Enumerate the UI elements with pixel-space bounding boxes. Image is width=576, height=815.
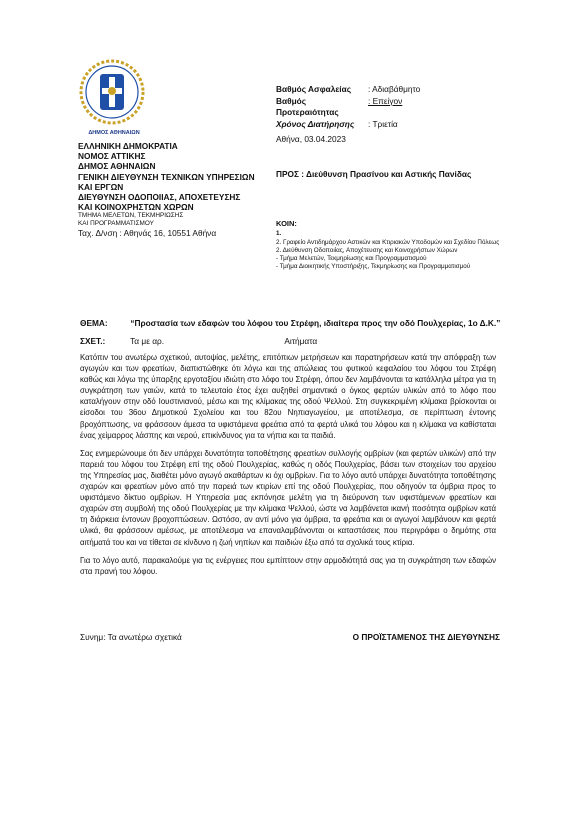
sender-block: [78, 141, 278, 239]
retention-label: Χρόνος Διατήρησης: [276, 118, 355, 129]
subject-label: ΘΕΜΑ:: [80, 318, 108, 328]
recipient: ΠΡΟΣ : Διεύθυνση Πρασίνου και Αστικής Πανίδας: [276, 169, 472, 179]
attachments-note: Συνημ: Τα ανωτέρω σχετικά: [80, 632, 182, 642]
priority-label: Βαθμός Προτεραιότητας: [276, 95, 339, 117]
sender-line: ΚΑΙ ΕΡΓΩΝ: [78, 181, 124, 192]
body-paragraph: Σας ενημερώνουμε ότι δεν υπάρχει δυνατότητα τοποθέτησης φρεατίων συλλογής ομβρίων (και φερτών υλικών) από την παρειά του λόφου του Στρέφη επί της οδού Πουλχερίας, καθώς η οδός Πουλχερίας, βάσει των στοιχείων του αρχείου της Υπηρεσίας μας, διαθέτει μόνο αγωγό ακαθάρτων κι όχι ομβρίων. Για το λόγο αυτό υπάρχει δυνατότητα τοποθέτησης σχαρών και φρεατίων μόνο από την παρειά των κτιρίων επί της οδού Πουλχερίας, που οδηγούν τα όμβρια προς το υφιστάμενο δίκτυο ομβρίων. Η Υπηρεσία μας εκπόνησε μελέτη για τη διεύρυνση των υφιστάμενων φρεατίων και σχαρών στη συμβολή της οδού Πουλχερίας με την κλίμακα Ψελλού, ώστε να λαμβάνεται ικανή ποσότητα ομβρίων κατά τη διάρκεια έντονων βροχοπτώσεων. Ωστόσο, αν αντί μόνο για όμβρια, τα φρεάτια και οι αγωγοί λαμβάνουν και φερτά υλικά, θα φράσσουν αμέσως, με αποτέλεσμα να επαναλαμβάνονται οι καταστάσεις που περιγράφει ο δημότης στα αιτήματά του και να τίθεται σε κίνδυνο η ζωή νηπίων και παιδιών έξω από τα σχολικά τους κτίρια.: [80, 448, 496, 547]
municipality-emblem-logo: [78, 58, 146, 128]
sender-line: ΓΕΝΙΚΗ ΔΙΕΥΘΥΝΣΗ ΤΕΧΝΙΚΩΝ ΥΠΗΡΕΣΙΩΝ: [78, 171, 255, 182]
sender-department: ΤΜΗΜΑ ΜΕΛΕΤΩΝ, ΤΕΚΜΗΡΙΩΣΗΣ: [78, 212, 184, 220]
cc-item: - Τμήμα Διοικητικής Υποστήριξης, Τεκμηρίωσης και Προγραμματισμού: [276, 263, 471, 271]
priority-value: : Επείγον: [368, 95, 403, 106]
document-footer: [80, 632, 500, 642]
sender-line: ΕΛΛΗΝΙΚΗ ΔΗΜΟΚΡΑΤΙΑ: [78, 141, 178, 151]
document-body: [80, 352, 496, 584]
reference-text-2: Αιτήματα: [284, 336, 318, 346]
signature-title: Ο ΠΡΟΪΣΤΑΜΕΝΟΣ ΤΗΣ ΔΙΕΥΘΥΝΣΗΣ: [352, 632, 500, 642]
cc-item: 1.: [276, 230, 282, 238]
document-date: Αθήνα, 03.04.2023: [276, 134, 346, 144]
cc-item: 2. Γραφείο Αντιδημάρχου Αστικών και Κτιριακών Υποδομών και Σχεδίου Πόλεως: [276, 238, 500, 246]
security-label: Βαθμός Ασφαλείας: [276, 84, 352, 94]
body-paragraph: Για το λόγο αυτό, παρακαλούμε για τις ενέργειες που εμπίπτουν στην αρμοδιότητά σας για τη συγκράτηση των εδαφών στα πρανή του λόφου.: [80, 555, 496, 576]
logo-caption: ΔΗΜΟΣ ΑΘΗΝΑΙΩΝ: [88, 130, 140, 136]
reference-label: ΣΧΕΤ.:: [80, 336, 106, 346]
security-value: : Αδιαβάθμητο: [368, 84, 421, 94]
sender-line: ΚΑΙ ΚΟΙΝΟΧΡΗΣΤΩΝ ΧΩΡΩΝ: [78, 202, 194, 213]
document-metadata: [276, 84, 420, 130]
sender-line: ΔΗΜΟΣ ΑΘΗΝΑΙΩΝ: [78, 161, 156, 172]
reference-text: Τα με αρ.: [130, 336, 165, 346]
cc-heading: ΚΟΙΝ:: [276, 219, 297, 228]
cc-item: 2. Διεύθυνση Οδοποιίας, Αποχέτευσης και Κοινοχρήστων Χώρων: [276, 246, 458, 254]
cc-block: [276, 220, 499, 272]
subject-text: “Προστασία των εδαφών του λόφου του Στρέφη, ιδιαίτερα προς την οδό Πουλχερίας, 1ο Δ.Κ.”: [130, 318, 501, 328]
sender-department: ΚΑΙ ΠΡΟΓΡΑΜΜΑΤΙΣΜΟΥ: [78, 220, 154, 228]
retention-value: : Τριετία: [368, 118, 398, 129]
cc-item: - Τμήμα Μελετών, Τεκμηρίωσης και Προγραμματισμού: [276, 255, 427, 263]
sender-line: ΝΟΜΟΣ ΑΤΤΙΚΗΣ: [78, 151, 146, 162]
sender-address: Ταχ. Δ/νση : Αθηνάς 16, 10551 Αθήνα: [78, 228, 217, 239]
sender-line: ΔΙΕΥΘΥΝΣΗ ΟΔΟΠΟΙΙΑΣ, ΑΠΟΧΕΤΕΥΣΗΣ: [78, 192, 241, 203]
body-paragraph: Κατόπιν του ανωτέρω σχετικού, αυτοψίας, μελέτης, επιτόπιων μετρήσεων και παρατηρήσεων κατά την απόφραξη των αγωγών και των φρεατίων, διαπιστώθηκε ότι λόγω και της απώλειας του φυτικού κεφαλαίου του λόφου του Στρέφη καθώς και λόγω της ύπαρξης εργοταξίου ιδιώτη στο λόφο του Στρέφη, όπου δεν λαμβάνονται τα κατάλληλα μέτρα για τη συγκράτηση των γαιών, κατά το τελευταίο έτος έχει αυξηθεί σημαντικά ο όγκος φερτών υλικών από το λόφο που καταλήγουν στην οδό Ιουστινιανού, μέσω και της κλίμακας της οδού Ψελλού. Στη συγκεκριμένη κλίμακα βρίσκονται οι είσοδοι του 36ου Δημοτικού Σχολείου και του 82ου Νηπιαγωγείου, με αποτέλεσμα, σε περίπτωση έντονης βροχόπτωσης, να φράσσουν άμεσα τα υφιστάμενα φρεάτια από τα φερτά υλικά του λόφου και η κλίμακα να καθίσταται ένας χείμαρρος λάσπης και νερού, επικίνδυνος για τα νήπια και τα παιδιά.: [80, 353, 496, 440]
subject-line: [80, 318, 500, 328]
reference-line: [80, 336, 317, 346]
